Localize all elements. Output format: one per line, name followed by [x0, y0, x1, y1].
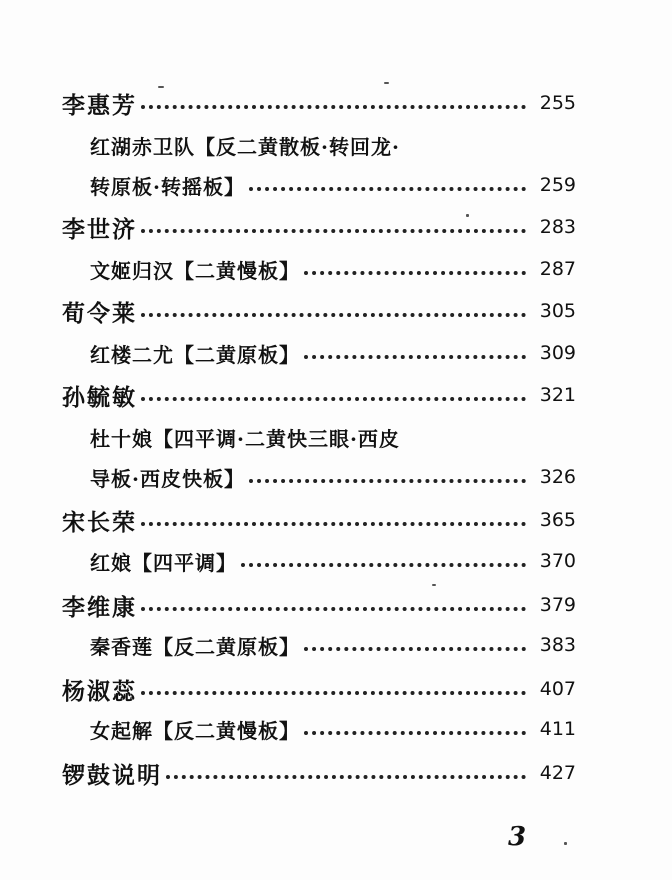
toc-entry-title: 杜十娘【四平调·二黄快三眼·西皮 [90, 426, 400, 451]
scan-speck [158, 86, 164, 88]
toc-entry [62, 672, 576, 706]
dot-leader [304, 731, 526, 735]
toc-entry [90, 128, 490, 162]
toc-entry-page: 379 [539, 594, 576, 616]
toc-entry-page: 365 [539, 509, 576, 531]
dot-leader [141, 229, 526, 233]
toc-entry [90, 712, 576, 746]
toc-entry-page: 283 [539, 216, 576, 238]
scan-speck [384, 82, 389, 84]
toc-entry-page: 326 [539, 466, 576, 488]
toc-entry-title: 孙毓敏 [62, 383, 137, 411]
dot-leader [141, 397, 526, 401]
toc-entry-title: 导板·西皮快板】 [90, 466, 245, 491]
dot-leader [141, 522, 526, 526]
toc-entry [90, 336, 576, 370]
dot-leader [249, 479, 526, 483]
toc-entry-page: 427 [539, 762, 576, 784]
toc-entry-page: 259 [539, 174, 576, 196]
toc-entry [90, 420, 490, 454]
toc-entry-page: 370 [539, 550, 576, 572]
toc-entry [62, 86, 576, 120]
dot-leader [166, 775, 526, 779]
scan-speck [564, 842, 567, 845]
toc-entry [90, 628, 576, 662]
toc-entry [62, 503, 576, 537]
dot-leader [249, 187, 526, 191]
toc-entry-title: 李维康 [62, 593, 137, 621]
dot-leader [304, 271, 526, 275]
dot-leader [141, 105, 526, 109]
toc-entry-page: 383 [539, 634, 576, 656]
toc-entry-page: 287 [539, 258, 576, 280]
toc-entry-page: 309 [539, 342, 576, 364]
toc-entry-page: 255 [539, 92, 576, 114]
toc-entry-title: 红楼二尤【二黄原板】 [90, 342, 300, 367]
dot-leader [141, 313, 526, 317]
dot-leader [241, 563, 526, 567]
dot-leader [141, 691, 526, 695]
toc-entry [62, 588, 576, 622]
toc-entry [62, 294, 576, 328]
toc-entry [90, 460, 576, 494]
toc-entry-title: 转原板·转摇板】 [90, 174, 245, 199]
toc-entry-title: 锣鼓说明 [62, 761, 162, 789]
toc-entry [62, 378, 576, 412]
toc-entry-title: 李惠芳 [62, 91, 137, 119]
toc-entry-page: 321 [539, 384, 576, 406]
toc-entry-title: 秦香莲【反二黄原板】 [90, 634, 300, 659]
toc-entry-page: 305 [539, 300, 576, 322]
toc-entry-page: 411 [539, 718, 576, 740]
toc-entry [90, 544, 576, 578]
toc-entry-title: 杨淑蕊 [62, 677, 137, 705]
dot-leader [304, 355, 526, 359]
toc-entry-title: 红娘【四平调】 [90, 550, 237, 575]
toc-entry-title: 红湖赤卫队【反二黄散板·转回龙· [90, 134, 400, 159]
toc-entry-title: 李世济 [62, 215, 137, 243]
page-number: 3 [508, 822, 527, 852]
dot-leader [304, 647, 526, 651]
toc-entry [62, 756, 576, 790]
scan-speck [466, 214, 469, 217]
toc-entry-title: 荀令莱 [62, 299, 137, 327]
toc-entry-page: 407 [539, 678, 576, 700]
toc-entry-title: 女起解【反二黄慢板】 [90, 718, 300, 743]
toc-entry [90, 252, 576, 286]
scan-speck [432, 584, 436, 586]
toc-entry [90, 168, 576, 202]
dot-leader [141, 607, 526, 611]
toc-entry [62, 210, 576, 244]
toc-entry-title: 宋长荣 [62, 508, 137, 536]
toc-entry-title: 文姬归汉【二黄慢板】 [90, 258, 300, 283]
